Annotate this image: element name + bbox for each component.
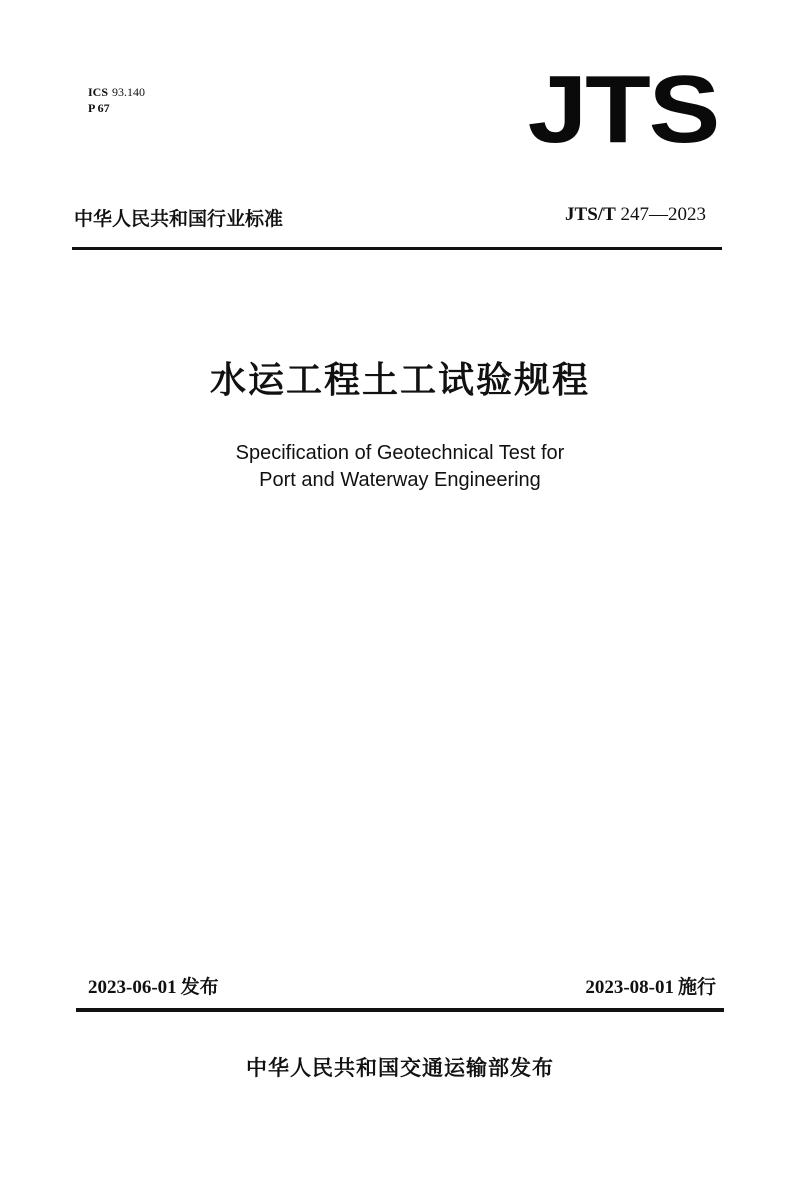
effective-label: 施行 — [677, 976, 716, 998]
effective-date-value: 2023-08-01 — [585, 977, 674, 998]
standard-type: 中华人民共和国行业标准 — [74, 208, 284, 230]
p-code: P 67 — [88, 101, 110, 115]
jts-logo: JTS — [527, 56, 718, 163]
title-english — [0, 440, 800, 494]
classification-codes — [88, 84, 145, 116]
effective-date — [585, 972, 716, 999]
p-code-row — [88, 100, 145, 116]
title-chinese: 水运工程土工试验规程 — [209, 360, 590, 401]
title-english-line1: Specification of Geotechnical Test for — [235, 442, 565, 464]
issue-label: 发布 — [180, 976, 219, 998]
bottom-divider — [76, 1008, 724, 1012]
standard-number-prefix: JTS/T — [565, 204, 616, 225]
issue-date — [88, 972, 219, 999]
title-english-line2: Port and Waterway Engineering — [259, 469, 541, 491]
publisher: 中华人民共和国交通运输部发布 — [246, 1056, 554, 1080]
ics-code-row — [88, 84, 145, 100]
standard-number — [565, 204, 706, 226]
standard-number-value: 247—2023 — [620, 204, 706, 225]
top-divider — [72, 247, 722, 250]
ics-label: ICS — [88, 85, 109, 99]
issue-date-value: 2023-06-01 — [88, 977, 177, 998]
ics-code: 93.140 — [112, 85, 146, 99]
